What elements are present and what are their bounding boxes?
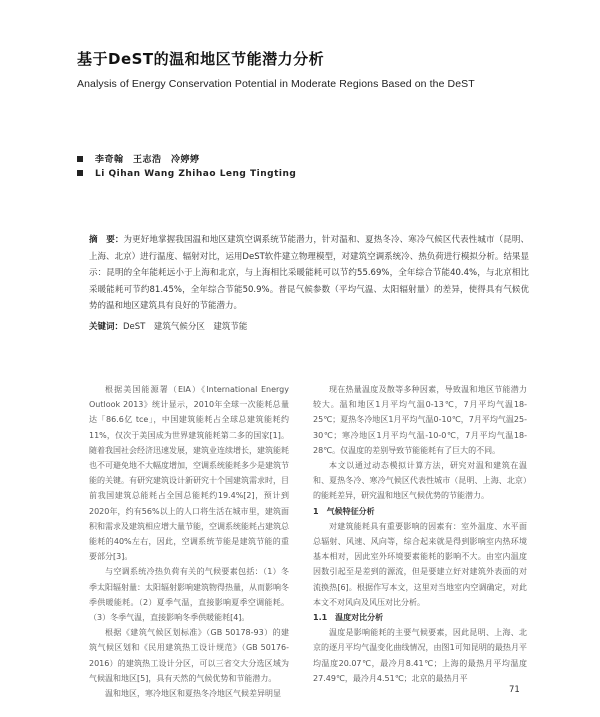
paragraph: 温和地区，寒冷地区和夏热冬冷地区气候差异明显: [105, 689, 281, 699]
keywords: [89, 320, 247, 332]
paragraph: 根据《建筑气候区划标准》（GB 50178-93）的建筑气候区划和《民用建筑热工设计规范》（GB 50176-2016）的建筑热工设计分区，可以三省交大分选区域为气候温和地区[5]，具有天然的气候优势和节能潜力。: [89, 628, 289, 683]
square-bullet-icon: [77, 156, 83, 162]
article-title-cn: 基于DeST的温和地区节能潜力分析: [77, 50, 325, 68]
paragraph: 温度是影响能耗的主要气候要素，因此昆明、上海、北京的逐月平均气温变化曲线情况，由图1可知昆明的最热月平均温度20.07℃，最冷月8.41℃；上海的最热月平均温度27.49℃，最冷月4.51℃；北京的最热月平: [313, 628, 527, 683]
body-column-right: [313, 382, 527, 686]
abstract-text: 为更好地掌握我国温和地区建筑空调系统节能潜力，针对温和、夏热冬冷、寒冷气候区代表性城市（昆明、上海、北京）进行温度、辐射对比，运用DeST软件建立物理模型，对建筑空调系统冷、热负荷进行模拟分析。结果显示：昆明的全年能耗远小于上海和北京，与上海相比采暖能耗可以节约55.69%，全年综合节能40.4%，与北京相比采暖能耗可节约81.45%，全年综合节能50.9%。普昆气候参数（平均气温、太阳辐射量）的差异，使得具有气候优势的温和地区建筑具有良好的节能潜力。: [89, 235, 529, 311]
square-bullet-icon: [77, 170, 83, 176]
keywords-text: DeST 建筑气候分区 建筑节能: [123, 322, 248, 332]
authors-cn: 李奇翰 王志浩 冷婷婷: [95, 155, 200, 165]
section-heading: 1 气候特征分析: [313, 506, 375, 516]
abstract: [89, 232, 529, 315]
paragraph: 对建筑能耗具有重要影响的因素有：室外温度、水平面总辐射、风速、风向等，综合起来就是得到影响室内热环境基本相对，因此室外环境要素能耗的影响不大。由室内温度因数引起至是差到的源流，但是要建立好对建筑外表面的对流换热[6]。根据作写本文，这里对当地室内空调确定，对此本文不对风向及风压对比分析。: [313, 521, 527, 607]
page-number: 71: [509, 685, 520, 695]
paragraph: 与空调系统冷热负荷有关的气候要素包括：（1）冬季太阳辐射量：太阳辐射影响建筑物得热量，从而影响冬季供暖能耗。（2）夏季气温，直接影响夏季空调能耗。（3）冬季气温，直接影响冬季供暖能耗[4]。: [89, 567, 289, 623]
body-column-left: [89, 382, 289, 701]
article-title-en: Analysis of Energy Conservation Potential in Moderate Regions Based on the DeST: [77, 78, 475, 90]
subsection-heading: 1.1 温度对比分析: [313, 613, 384, 623]
abstract-label: 摘 要：: [89, 235, 124, 245]
authors-cn-line: [77, 152, 200, 165]
keywords-label: 关键词：: [89, 322, 124, 332]
paragraph: 现在热量温度及散等多种因素，导致温和地区节能潜力较大。温和地区1月平均气温0-13℃，7月平均气温18-25℃；夏热冬冷地区1月平均气温0-10℃，7月平均气温25-30℃；寒冷地区1月平均气温-10-0℃，7月平均气温18-28℃。仅温度的差别导致节能能耗有了巨大的不同。: [313, 385, 527, 455]
authors-en: Li Qihan Wang Zhihao Leng Tingting: [95, 169, 297, 179]
authors-en-line: [77, 169, 296, 179]
paragraph: 本文以通过动态模拟计算方法，研究对温和建筑在温和、夏热冬冷、寒冷气候区代表性城市（昆明、上海、北京）的能耗差异，研究温和地区气候优势的节能潜力。: [313, 461, 527, 501]
paragraph: 根据美国能源署（EIA）《International Energy Outlook 2013》统计显示，2010年全球一次能耗总量达「86.6亿 tce」，中国建筑能耗占全球总建筑能耗约11%，仅次于美国成为世界建筑能耗第二多的国家[1]。随着我国社会经济迅速发展，建筑业连续增长，建筑能耗也不可避免地不大幅度增加，空调系统能耗多少是建筑节能的关键。有研究建筑设计新研究十个国建筑需求时，目前我国建筑总能耗占全国总能耗约19.4%[2]，预计到2020年，约有56%以上的人口将生活在城市里，建筑面积和需求及建筑相应增大量节能，空调系统能耗占建筑总能耗的40%左右，因此，空调系统节能是建筑节能的重要部分[3]。: [89, 385, 289, 562]
